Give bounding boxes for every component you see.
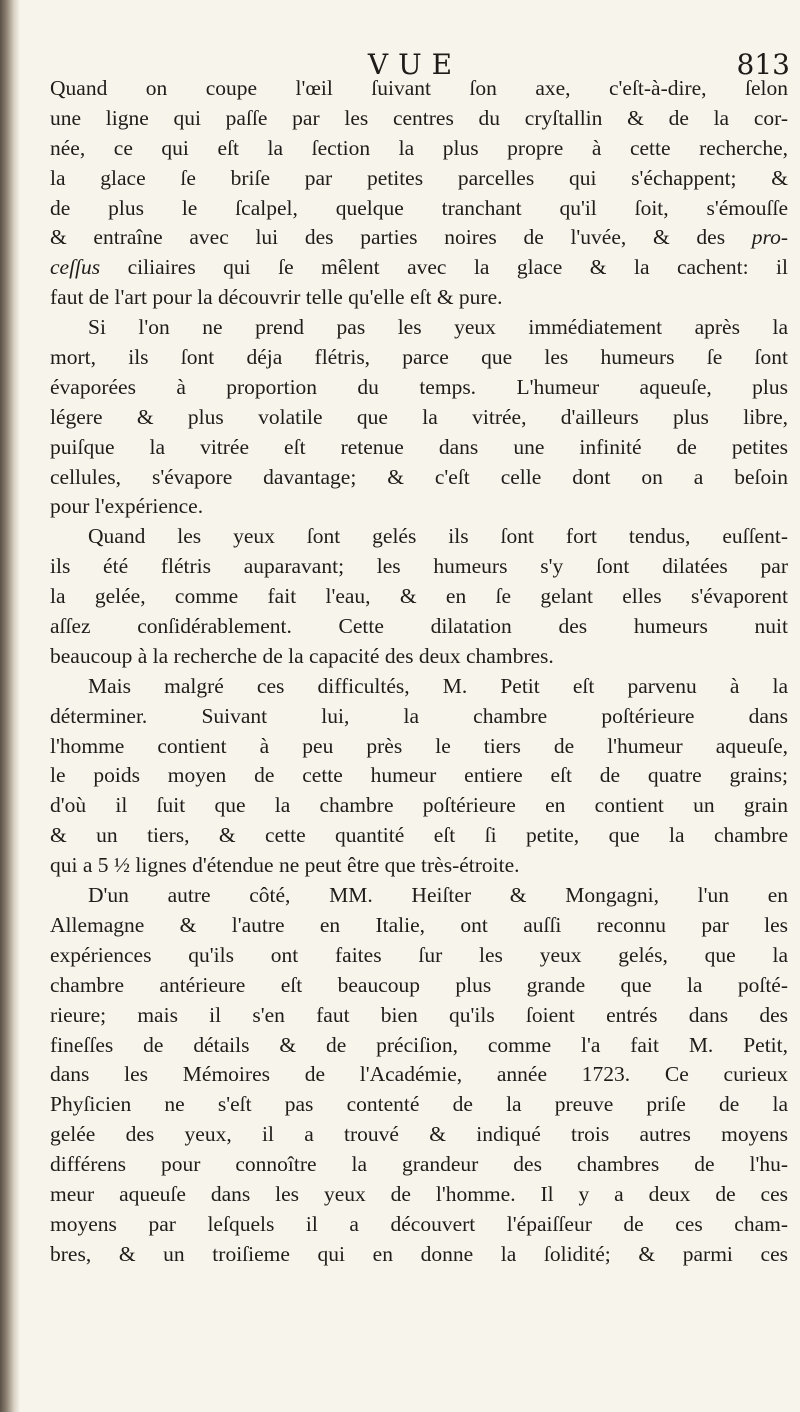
text-line: dans les Mémoires de l'Académie, année 1723. Ce curieux	[50, 1062, 788, 1087]
text-line: ils été flétris auparavant; les humeurs s'y ſont dilatées par	[50, 554, 788, 579]
text-line: chambre antérieure eſt beaucoup plus grande que la poſté-	[50, 972, 788, 997]
text-line: l'homme contient à peu près le tiers de l'humeur aqueuſe,	[50, 733, 788, 758]
text-line: meur aqueuſe dans les yeux de l'homme. Il y a deux de ces	[50, 1181, 788, 1206]
text-line: moyens par leſquels il a découvert l'épaiſſeur de ces cham-	[50, 1211, 788, 1236]
text-line: Si l'on ne prend pas les yeux immédiatement après la	[88, 315, 788, 340]
text-line: une ligne qui paſſe par les centres du cryſtallin & de la cor-	[50, 105, 788, 130]
page-number: 813	[736, 48, 790, 81]
text-line: la gelée, comme fait l'eau, & en ſe gelant elles s'évaporent	[50, 584, 788, 609]
text-line: qui a 5 ½ lignes d'étendue ne peut être que très-étroite.	[50, 853, 520, 878]
text-line: Quand on coupe l'œil ſuivant ſon axe, c'eſt-à-dire, ſelon	[50, 76, 788, 100]
text-line: le poids moyen de cette humeur entiere eſt de quatre grains;	[50, 763, 788, 788]
text-line: de plus le ſcalpel, quelque tranchant qu'il ſoit, s'émouſſe	[50, 195, 788, 220]
text-line: d'où il ſuit que la chambre poſtérieure en contient un grain	[50, 793, 788, 818]
text-line: gelée des yeux, il a trouvé & indiqué trois autres moyens	[50, 1122, 788, 1147]
spine-shadow	[0, 0, 20, 1412]
text-line: évaporées à proportion du temps. L'humeur aqueuſe, plus	[50, 374, 788, 399]
text-line: expériences qu'ils ont faites ſur les yeux gelés, que la	[50, 942, 788, 967]
text-line: aſſez conſidérablement. Cette dilatation des humeurs nuit	[50, 614, 788, 639]
text-line: Mais malgré ces difficultés, M. Petit eſt parvenu à la	[88, 673, 788, 698]
text-line: D'un autre côté, MM. Heiſter & Mongagni, l'un en	[88, 883, 788, 908]
text-line: & entraîne avec lui des parties noires de l'uvée, & des pro-	[50, 225, 788, 250]
text-line: Allemagne & l'autre en Italie, ont auſſi reconnu par les	[50, 912, 788, 937]
text-line: fineſſes de détails & de préciſion, comme l'a fait M. Petit,	[50, 1032, 788, 1057]
text-line: pour l'expérience.	[50, 494, 204, 519]
text-line: puiſque la vitrée eſt retenue dans une infinité de petites	[50, 434, 788, 459]
text-line: ceſſus ciliaires qui ſe mêlent avec la glace & la cachent: il	[50, 255, 788, 280]
text-line: cellules, s'évapore davantage; & c'eſt celle dont on a beſoin	[50, 464, 788, 489]
text-line: bres, & un troiſieme qui en donne la ſolidité; & parmi ces	[50, 1241, 788, 1266]
text-line: & un tiers, & cette quantité eſt ſi petite, que la chambre	[50, 823, 788, 848]
text-line: beaucoup à la recherche de la capacité des deux chambres.	[50, 643, 554, 668]
text-line: légere & plus volatile que la vitrée, d'ailleurs plus libre,	[50, 404, 788, 429]
text-line: mort, ils ſont déja flétris, parce que les humeurs ſe ſont	[50, 345, 788, 370]
text-line: Quand les yeux ſont gelés ils ſont fort tendus, euſſent-	[88, 524, 788, 549]
text-line: déterminer. Suivant lui, la chambre poſtérieure dans	[50, 703, 788, 728]
text-line: Phyſicien ne s'eſt pas contenté de la preuve priſe de la	[50, 1092, 788, 1117]
text-line: la glace ſe briſe par petites parcelles qui s'échappent; &	[50, 165, 788, 190]
text-line: rieure; mais il s'en faut bien qu'ils ſoient entrés dans des	[50, 1002, 788, 1027]
running-title: VUE	[367, 48, 463, 81]
text-line: faut de l'art pour la découvrir telle qu'elle eſt & pure.	[50, 285, 503, 310]
text-line: différens pour connoître la grandeur des chambres de l'hu-	[50, 1152, 788, 1177]
text-line: née, ce qui eſt la ſection la plus propre à cette recherche,	[50, 135, 788, 160]
body-text	[50, 74, 788, 1270]
